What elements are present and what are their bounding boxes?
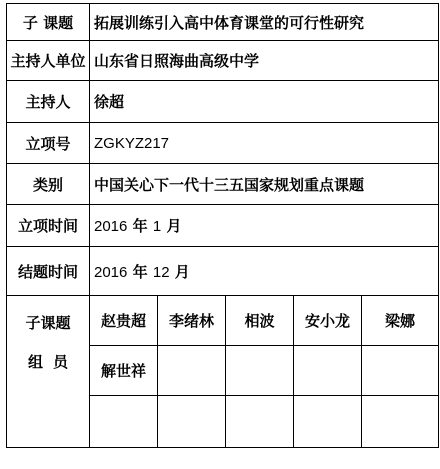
empty-member-cell (226, 396, 294, 448)
empty-member-cell (90, 396, 158, 448)
empty-member-cell (226, 346, 294, 396)
start-year-unit: 年 (132, 217, 148, 235)
project-number-label: 立项号 (7, 123, 90, 164)
empty-member-cell (362, 396, 439, 448)
project-info-sheet (6, 3, 439, 448)
start-date-row (7, 205, 439, 247)
member-name: 李绪林 (158, 296, 226, 346)
empty-member-cell (158, 396, 226, 448)
empty-member-cell (294, 396, 362, 448)
empty-member-cell (158, 346, 226, 396)
end-date-value (90, 247, 439, 296)
category-value: 中国关心下一代十三五国家规划重点课题 (90, 164, 439, 205)
unit-label: 主持人单位 (7, 41, 90, 81)
member-name: 梁娜 (362, 296, 439, 346)
project-number-value: ZGKYZ217 (90, 123, 439, 164)
end-month-unit: 月 (174, 262, 190, 281)
unit-value: 山东省日照海曲高级中学 (90, 41, 439, 81)
subject-value: 拓展训练引入高中体育课堂的可行性研究 (90, 4, 439, 41)
start-month: 1 (152, 218, 162, 235)
member-name: 赵贵超 (90, 296, 158, 346)
end-year: 2016 (94, 263, 128, 281)
members-label (7, 296, 90, 448)
subject-label: 子 课题 (7, 4, 90, 41)
start-month-unit: 月 (166, 217, 182, 235)
start-date-value (90, 205, 439, 247)
members-label-line2: 组员 (27, 353, 78, 371)
subject-row (7, 4, 439, 41)
project-number-row (7, 123, 439, 164)
category-row (7, 164, 439, 205)
empty-member-cell (362, 346, 439, 396)
unit-row (7, 41, 439, 81)
members-row-1 (7, 296, 439, 346)
end-date-label: 结题时间 (7, 247, 90, 296)
members-label-line1: 子课题 (25, 314, 71, 332)
empty-member-cell (294, 346, 362, 396)
member-name: 解世祥 (90, 346, 158, 396)
project-info-table (6, 3, 439, 448)
category-label: 类别 (7, 164, 90, 205)
start-year: 2016 (94, 218, 128, 235)
end-date-row (7, 247, 439, 296)
host-row (7, 81, 439, 123)
end-month: 12 (152, 263, 170, 281)
member-name: 安小龙 (294, 296, 362, 346)
end-year-unit: 年 (132, 262, 148, 281)
host-value: 徐超 (90, 81, 439, 123)
host-label: 主持人 (7, 81, 90, 123)
start-date-label: 立项时间 (7, 205, 90, 247)
member-name: 相波 (226, 296, 294, 346)
